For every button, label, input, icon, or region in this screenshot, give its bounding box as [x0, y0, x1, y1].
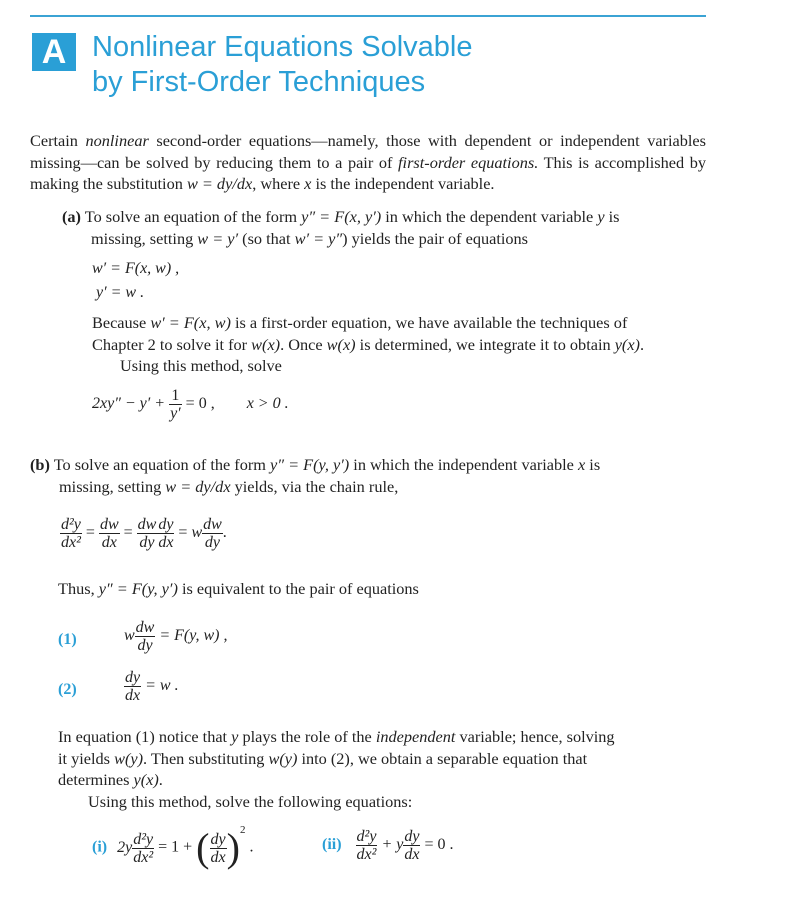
exercise-i: (i) 2y $\frac{\text{d²y}}{\text{dx²}}$ = 1 + ( $\frac{dy}{dx}$ )$^2$ .	[92, 824, 254, 870]
equation-label-2: (2)	[58, 681, 77, 698]
equation-a3: 2xy″ − y′ + $\frac{1}{y'}$ = 0 , x > 0 .	[92, 387, 289, 422]
equation-a1: w′ = F(x, w) ,	[92, 260, 180, 277]
thus-line: Thus, y″ = F(y, y′) is equivalent to the pair of equations	[58, 579, 419, 598]
part-b-text: (b) To solve an equation of the form y″ = F(y, y′) in which the independent variable x is missing, setting w = dy/dx yields, via the chain rule,	[30, 455, 601, 496]
equation-label-1: (1)	[58, 631, 77, 648]
intro-paragraph: Certain nonlinear second-order equations—namely, those with dependent or independent variables missing—can be solved by reducing them to a pair of first-order equations. This is accomplished by making the substitution w = dy/dx, where x is the independent variable.	[30, 131, 706, 193]
header-rule	[30, 15, 706, 17]
equation-a2: y′ = w .	[96, 284, 145, 301]
page-title: Nonlinear Equations Solvable by First-Order Techniques	[92, 31, 473, 98]
equation-b2: $\frac{dy}{dx}$ = w .	[125, 669, 179, 704]
equation-b1: w $\frac{dw}{dy}$ = F(y, w) ,	[124, 619, 228, 654]
part-b-paragraph: In equation (1) notice that y plays the role of the independent variable; hence, solving it yields w(y). Then substituting w(y) into (2), we obtain a separable equation that determines y(x). Using this method, solve the following equations:	[58, 727, 615, 811]
appendix-badge: A	[32, 33, 76, 71]
chain-rule-equation: $\frac{\text{d²y}}{\text{dx²}}$ = $\frac{dw}{dx}$ = $\frac{dw}{dy}$ $\frac{dy}{dx}$ = w $\frac{dw}{dy}$ .	[61, 516, 227, 551]
exercise-ii: (ii) $\frac{\text{d²y}}{\text{dx²}}$ + y $\frac{dy}{dx}$ = 0 .	[322, 828, 454, 863]
part-a-paragraph: Because w′ = F(x, w) is a first-order equation, we have available the techniques of Chapter 2 to solve it for w(x). Once w(x) is determined, we integrate it to obtain y(x). Using this method, solve	[92, 313, 645, 375]
part-a-text: (a) To solve an equation of the form y″ = F(x, y′) in which the dependent variable y is missing, setting w = y′ (so that w′ = y″) yields the pair of equations	[62, 207, 620, 248]
